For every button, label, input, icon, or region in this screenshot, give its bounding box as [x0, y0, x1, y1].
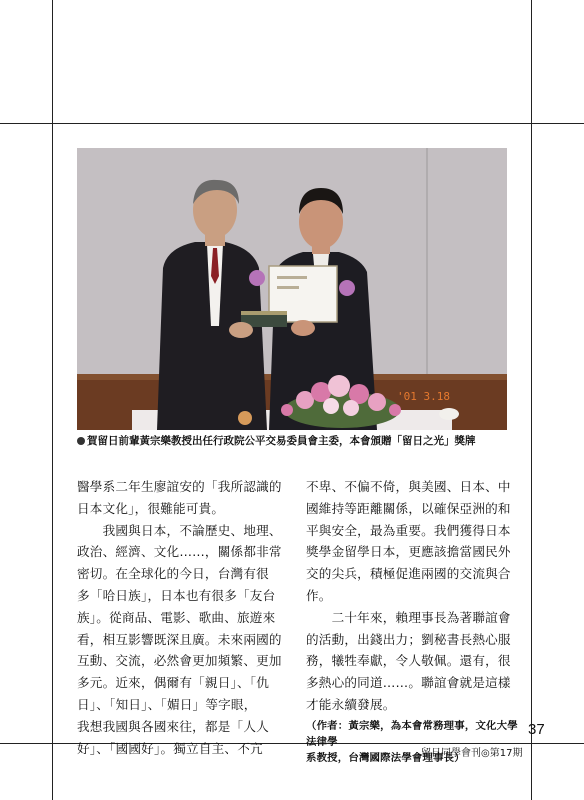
- article-column-right: [306, 476, 518, 766]
- caption-text: 賀留日前輩黃宗樂教授出任行政院公平交易委員會主委，本會頒贈「留日之光」獎牌: [87, 435, 476, 447]
- text-line: 看，相互影響既深且廣。未來兩國的: [77, 631, 282, 647]
- photo-caption: [77, 434, 517, 448]
- award-photo-illustration: [77, 148, 507, 430]
- text-line: 族」。從商品、電影、歌曲、旅遊來: [77, 609, 276, 625]
- crop-line-top-horizontal: [0, 123, 584, 124]
- text-line: 政治、經濟、文化……，關係都非常: [77, 544, 282, 560]
- text-line: 好」、「國國好」。獨立自主、不亢: [77, 740, 263, 756]
- photo-date-stamp: '01 3.18: [397, 390, 450, 403]
- journal-footer: 留日同學會刊◎第17期: [421, 748, 523, 759]
- text-line: 作。: [306, 587, 332, 603]
- text-line: 密切。在全球化的今日，台灣有很: [77, 566, 269, 582]
- text-line: 的活動，出錢出力；劉秘書長熱心服: [306, 631, 511, 647]
- text-line: 不卑、不偏不倚，與美國、日本、中: [306, 479, 511, 494]
- article-column-left: [77, 476, 285, 759]
- text-line: 平與安全，最為重要。我們獲得日本: [306, 522, 511, 538]
- crop-line-right-vertical: [531, 0, 532, 800]
- award-photo: [77, 148, 507, 430]
- text-line: 多熱心的同道……。聯誼會就是這樣: [306, 675, 511, 691]
- text-line: 國維持等距離關係，以確保亞洲的和: [306, 500, 511, 516]
- text-line: 獎學金留學日本，更應該擔當國民外: [306, 544, 511, 560]
- text-line: 二十年來，賴理事長為著聯誼會: [306, 609, 511, 625]
- text-line: 互動、交流，必然會更加頻繁、更加: [77, 653, 282, 669]
- author-note-line: （作者：黃宗樂，為本會常務理事，文化大學法律學: [306, 719, 518, 748]
- text-line: 務，犧牲奉獻，令人敬佩。還有，很: [306, 653, 511, 669]
- text-line: 才能永續發展。: [306, 696, 396, 712]
- text-line: 醫學系二年生廖誼安的「我所認識的: [77, 479, 282, 494]
- text-line: 日本文化」，很難能可貴。: [77, 500, 225, 516]
- crop-line-left-vertical: [52, 0, 53, 800]
- text-line: 我國與日本，不論歷史、地理、: [77, 522, 282, 538]
- page-number: 37: [528, 721, 545, 738]
- text-line: 日」、「知日」、「媚日」等字眼，: [77, 696, 257, 712]
- author-note-line: 系教授，台灣國際法學會理事長）: [306, 751, 465, 764]
- text-line: 多元。近來，偶爾有「親日」、「仇: [77, 675, 270, 691]
- caption-bullet-icon: [77, 437, 85, 445]
- text-line: 多「哈日族」，日本也有很多「友台: [77, 587, 276, 603]
- text-line: 交的尖兵，積極促進兩國的交流與合: [306, 566, 511, 582]
- text-line: 我想我國與各國來往，都是「人人: [77, 718, 269, 734]
